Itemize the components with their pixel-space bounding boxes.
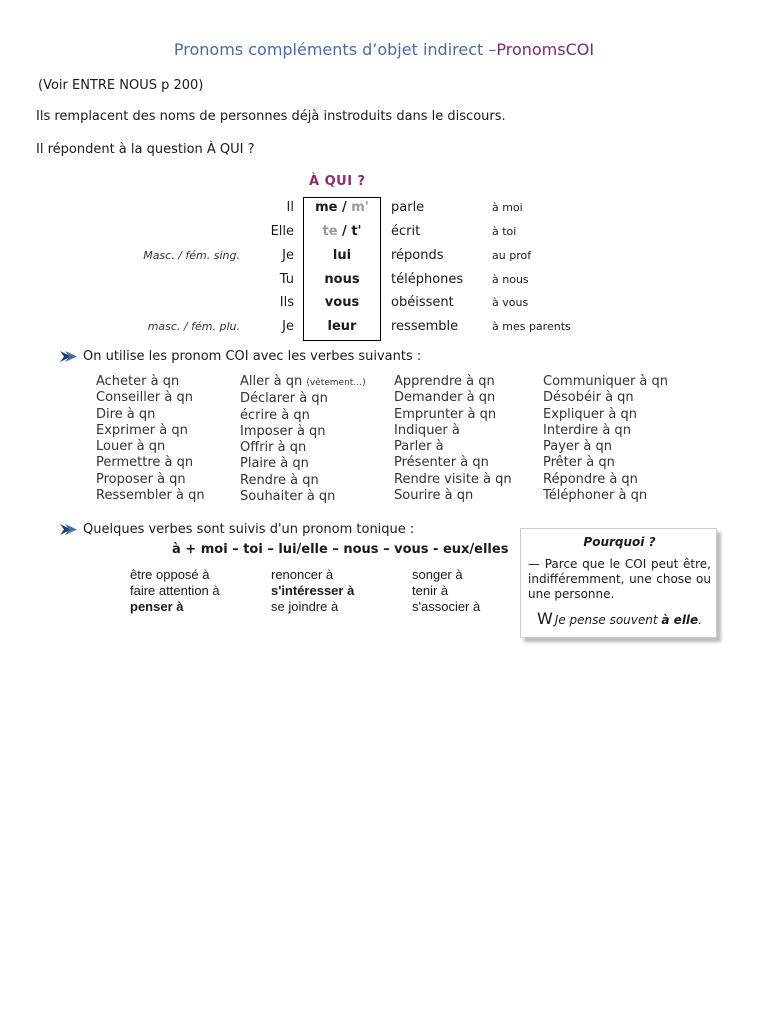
tonique-verbs-column-2 — [271, 567, 354, 615]
verb-item: Dire à qn — [96, 406, 156, 422]
verb-item: Proposer à qn — [96, 471, 186, 487]
verb-item: Parler à — [394, 439, 444, 455]
pronoun: nous — [324, 272, 360, 287]
verbs-column-3 — [394, 374, 512, 504]
pourquoi-example-a: Je pense souvent — [554, 613, 662, 627]
verb-item: Rendre visite à qn — [394, 471, 512, 487]
example: à mes parents — [492, 320, 571, 333]
a-qui-heading: À QUI ? — [309, 174, 366, 189]
pronoun-main: me / — [315, 200, 347, 215]
tonique-verb: s'associer à — [412, 599, 481, 614]
verb-item: Exprimer à qn — [96, 422, 188, 438]
verb-item: Sourire à qn — [394, 488, 474, 504]
bullet-tonique-text: Quelques verbes sont suivis d'un pronom tonique : — [83, 522, 415, 537]
verb-item: écrire à qn — [240, 407, 310, 423]
pourquoi-example — [528, 609, 711, 628]
example: à vous — [492, 296, 529, 309]
bullet-verbs-text: On utilise les pronom COI avec les verbes suivants : — [83, 349, 422, 364]
verb-item: Déclarer à qn — [240, 391, 328, 407]
pronoun-elided: m' — [346, 200, 369, 215]
pronoun: lui — [332, 248, 352, 263]
example: au prof — [492, 249, 532, 262]
verb-item: Prêter à qn — [543, 455, 615, 471]
verb: écrit — [391, 224, 421, 239]
verb-item: Plaire à qn — [240, 456, 309, 472]
verb: obéissent — [391, 295, 454, 310]
tonique-verb: se joindre à — [271, 599, 339, 614]
example: à toi — [492, 225, 517, 238]
pourquoi-title: Pourquoi ? — [583, 535, 656, 549]
example: à moi — [492, 201, 523, 214]
verb-item: Expliquer à qn — [543, 406, 637, 422]
example: à nous — [492, 273, 529, 286]
tonique-verb: faire attention à — [130, 583, 220, 598]
subject: Je — [282, 319, 294, 334]
tonique-verb: tenir à — [412, 583, 449, 598]
tonique-pronouns: à + moi – toi – lui/elle – nous – vous - eux/elles — [172, 542, 509, 557]
verb-item: Emprunter à qn — [394, 406, 497, 422]
verb-item: Interdire à qn — [543, 422, 631, 438]
gender-note: Masc. / fém. sing. — [143, 249, 240, 262]
pronoun: vous — [324, 295, 360, 310]
verbs-column-1 — [96, 374, 205, 504]
subject: Je — [282, 248, 294, 263]
verb-note: (vêtement…) — [306, 378, 366, 388]
pourquoi-example-b: à elle — [661, 613, 699, 627]
verb-item — [240, 374, 366, 391]
verb-item: Ressembler à qn — [96, 488, 205, 504]
subject: Elle — [270, 224, 294, 239]
title-coi: PronomsCOI — [496, 40, 595, 59]
tonique-verb: songer à — [412, 567, 463, 582]
verb-item: Apprendre à qn — [394, 374, 495, 389]
subject: Ils — [279, 295, 294, 310]
verb-item: Payer à qn — [543, 439, 612, 455]
subject: Tu — [279, 272, 294, 287]
verb-item: Demander à qn — [394, 390, 496, 406]
pronoun — [303, 220, 381, 244]
tonique-verb: renoncer à — [271, 567, 334, 582]
verb-item: Présenter à qn — [394, 455, 489, 471]
verbs-column-4 — [543, 374, 668, 504]
arrow-bullet-icon — [60, 524, 77, 535]
verb-item: Permettre à qn — [96, 455, 194, 471]
verb-item: Indiquer à — [394, 422, 460, 438]
pourquoi-box — [520, 528, 717, 638]
arrow-bullet-icon — [60, 351, 77, 362]
verb-item: Désobéir à qn — [543, 390, 634, 406]
verb-item: Imposer à qn — [240, 423, 326, 439]
tonique-verbs-column-3 — [412, 567, 480, 615]
verb-item: Répondre à qn — [543, 471, 638, 487]
verb: téléphones — [391, 272, 464, 287]
intro-line: Ils remplacent des noms de personnes déjà instroduits dans le discours. — [36, 109, 506, 124]
pronoun-elided: / t' — [337, 224, 362, 239]
page-title — [0, 40, 768, 59]
pourquoi-example-c: . — [698, 613, 703, 627]
tonique-verb: penser à — [130, 599, 184, 614]
verb: ressemble — [391, 319, 459, 334]
verb-item: Communiquer à qn — [543, 374, 669, 389]
tonique-verb: s'intéresser à — [271, 583, 355, 598]
verbs-column-2 — [240, 374, 366, 505]
question-line: Il répondent à la question À QUI ? — [36, 142, 255, 157]
verb-item: Conseiller à qn — [96, 390, 193, 406]
pourquoi-text: — Parce que le COI peut être, indifféremment, une chose ou une personne. — [528, 557, 711, 601]
title-main: Pronoms compléments d’objet indirect – — [173, 40, 497, 59]
pronoun — [303, 196, 381, 220]
verb-text: Aller à qn — [240, 374, 303, 389]
verb-item: Louer à qn — [96, 439, 166, 455]
book-reference: (Voir ENTRE NOUS p 200) — [38, 78, 204, 93]
verb-item: Rendre à qn — [240, 472, 319, 488]
verb-item: Acheter à qn — [96, 374, 180, 389]
verb: parle — [391, 200, 425, 215]
verb-item: Téléphoner à qn — [543, 488, 648, 504]
verb-item: Souhaiter à qn — [240, 489, 336, 505]
bullet-tonique-intro — [60, 522, 414, 537]
verb-item: Offrir à qn — [240, 440, 307, 456]
pronoun-main: te — [322, 224, 338, 239]
tonique-verbs-column-1 — [130, 567, 220, 615]
pourquoi-example-marker: W — [536, 609, 553, 628]
subject: Il — [286, 200, 294, 215]
bullet-verbs-intro — [60, 349, 421, 364]
gender-note: masc. / fém. plu. — [147, 320, 240, 333]
tonique-verb: être opposé à — [130, 567, 210, 582]
verb: réponds — [391, 248, 444, 263]
pronoun: leur — [327, 319, 357, 334]
